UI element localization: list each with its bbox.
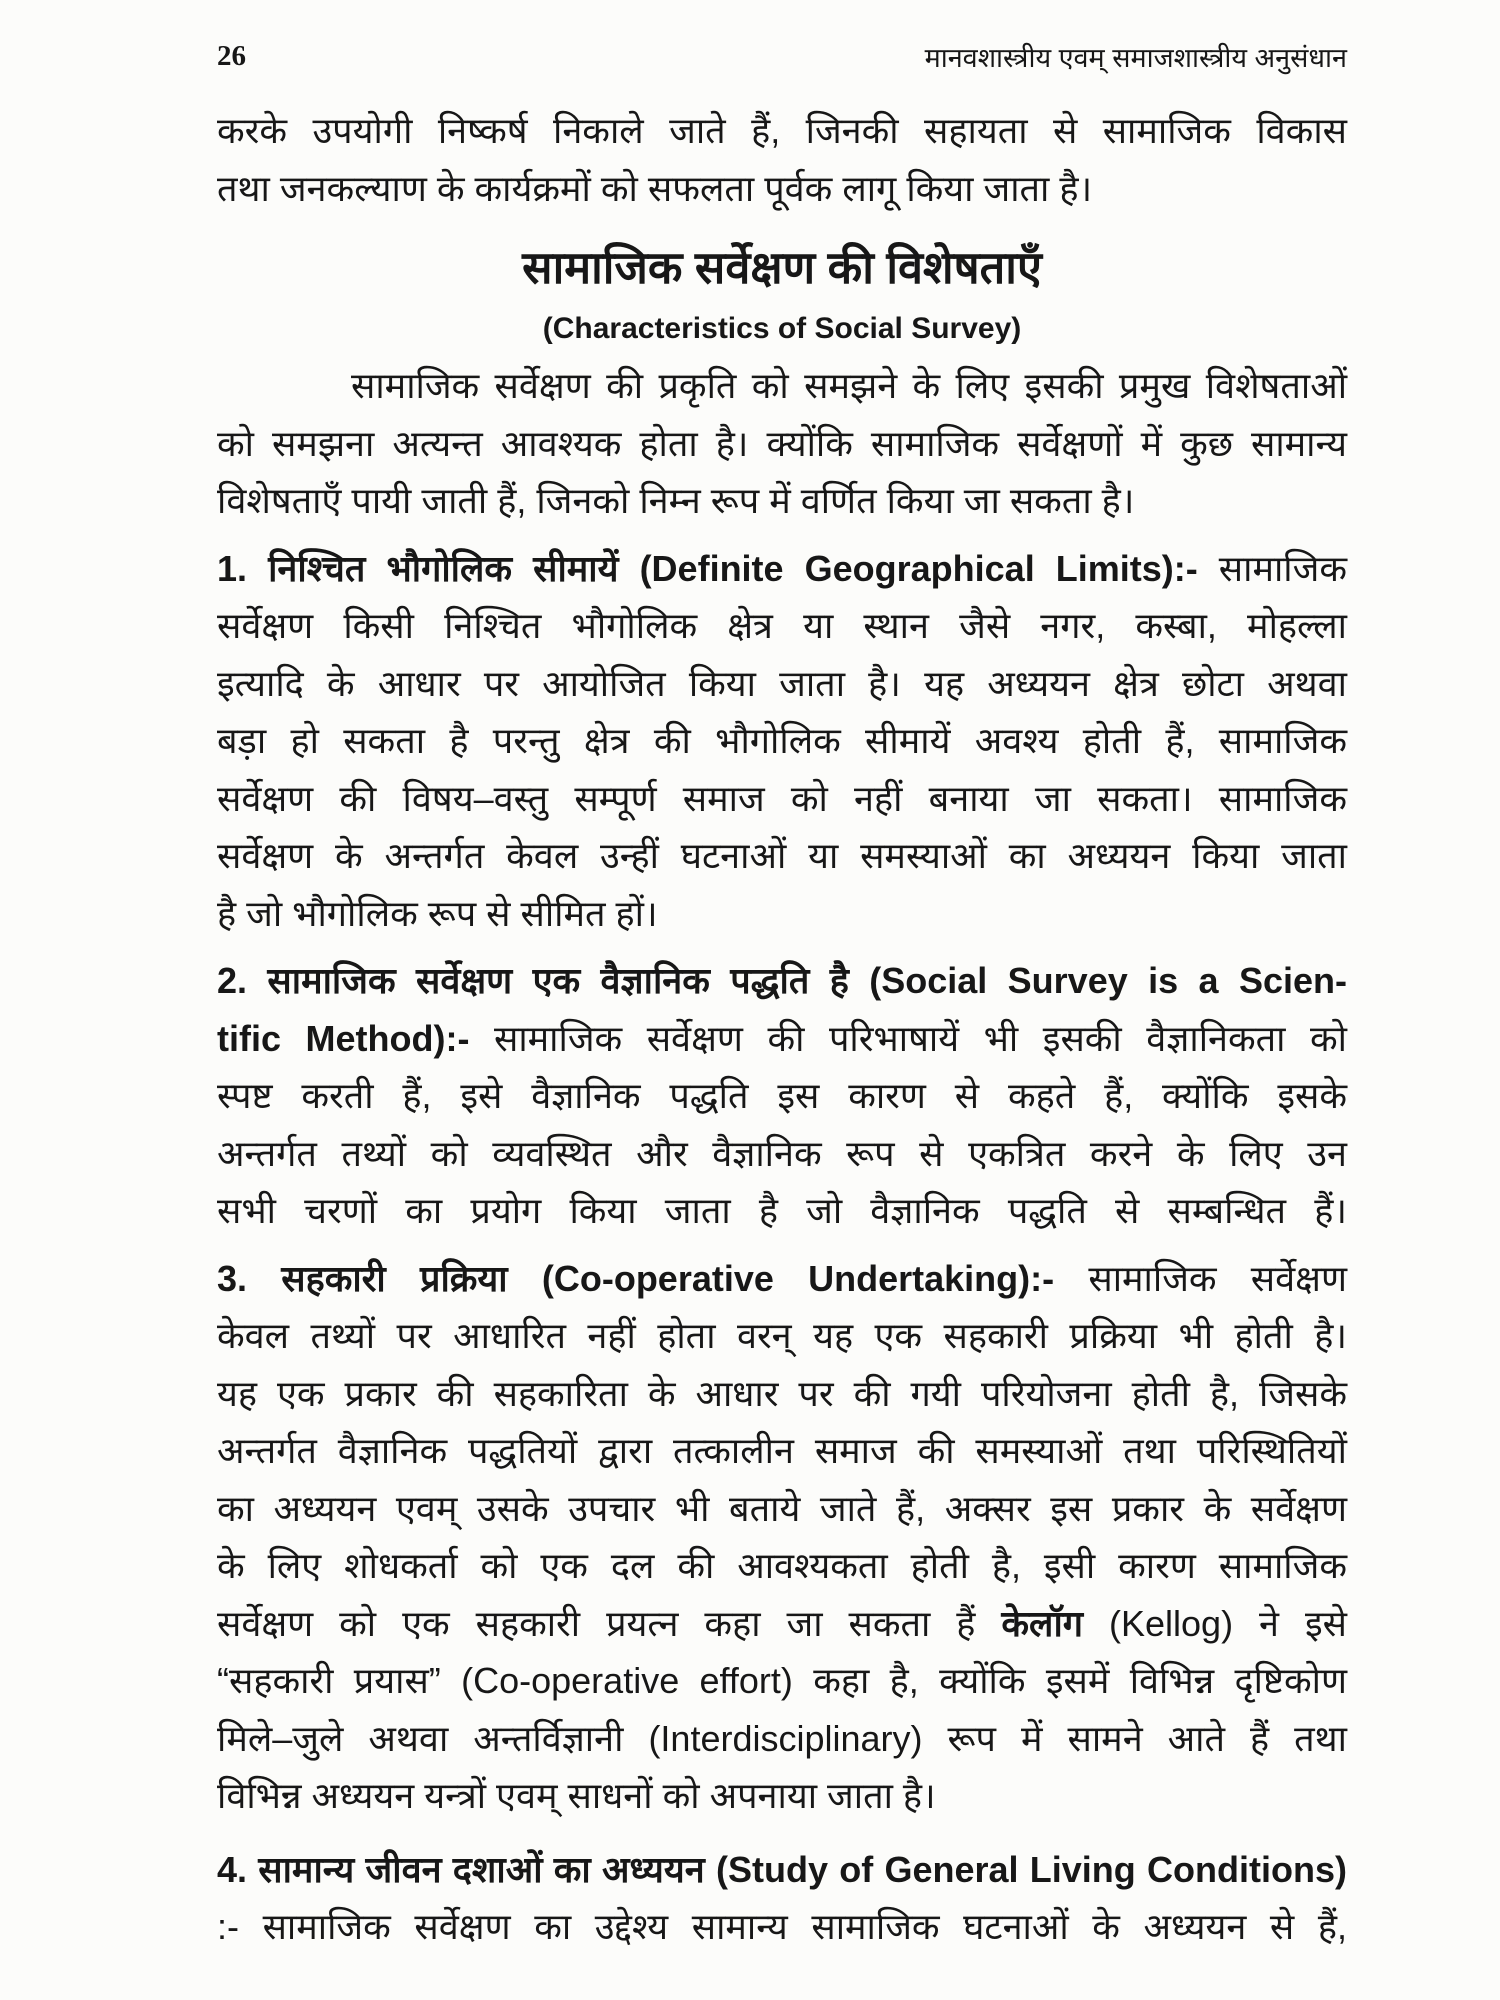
text-line (217, 357, 1347, 415)
line-content (217, 1373, 1347, 1414)
line-content (217, 1315, 1347, 1356)
section-subheading: (Characteristics of Social Survey) (542, 312, 1022, 345)
line-content (217, 1603, 1347, 1644)
item-heading: 1. निश्चित भौगोलिक सीमायें (Definite Geographical Limits):- (217, 547, 1198, 589)
section-heading: सामाजिक सर्वेक्षण की विशेषताएँ (522, 242, 1042, 293)
line-content (217, 1018, 1347, 1059)
line-text: करके उपयोगी निष्कर्ष निकाले जाते हैं, जिनकी सहायता से सामाजिक विकास (217, 110, 1347, 151)
item-heading: 3. सहकारी प्रक्रिया (Co-operative Undertaking):- (217, 1257, 1055, 1299)
line-content (217, 663, 1347, 704)
text-line (217, 160, 1347, 218)
line-text: (Kellog) ने इसे (1083, 1602, 1347, 1644)
line-content (217, 1775, 936, 1816)
line-text: विभिन्न अध्ययन यन्त्रों एवम् साधनों को अपनाया जाता है। (217, 1775, 936, 1816)
line-content (217, 1660, 1347, 1701)
line-text: सामाजिक सर्वेक्षण (1054, 1257, 1347, 1299)
text-line (217, 827, 1347, 885)
text-line (217, 1595, 1347, 1653)
text-line (217, 1422, 1347, 1480)
item-heading: tific Method):- (217, 1017, 470, 1059)
text-line (217, 1841, 1347, 1899)
intro-paragraph (217, 102, 1347, 217)
line-content (351, 365, 1347, 406)
line-content (217, 1488, 1347, 1529)
section-intro-paragraph (217, 357, 1347, 530)
text-line (217, 1307, 1347, 1365)
line-content (217, 1133, 1347, 1174)
line-text: सर्वेक्षण के अन्तर्गत केवल उन्हीं घटनाओं या समस्याओं का अध्ययन किया जाता (217, 835, 1347, 876)
line-content (217, 1258, 1347, 1299)
line-text: विशेषताएँ पायी जाती हैं, जिनको निम्न रूप में वर्णित किया जा सकता है। (217, 480, 1135, 521)
line-text: अन्तर्गत वैज्ञानिक पद्धतियों द्वारा तत्कालीन समाज की समस्याओं तथा परिस्थितियों (217, 1430, 1347, 1471)
text-line (217, 597, 1347, 655)
line-text: अन्तर्गत तथ्यों को व्यवस्थित और वैज्ञानिक रूप से एकत्रित करने के लिए उन (217, 1132, 1347, 1174)
line-content (217, 1075, 1347, 1116)
characteristic-1-paragraph (217, 540, 1347, 943)
line-content (217, 1849, 1347, 1890)
item-heading: 4. सामान्य जीवन दशाओं का अध्ययन (Study of General Living Conditions) (217, 1848, 1347, 1890)
text-line (217, 1537, 1347, 1595)
line-content (217, 110, 1347, 151)
line-text: यह एक प्रकार की सहकारिता के आधार पर की गयी परियोजना होती है, जिसके (217, 1372, 1347, 1414)
line-text: सामाजिक सर्वेक्षण की प्रकृति को समझने के लिए इसकी प्रमुख विशेषताओं (351, 365, 1347, 406)
text-line (217, 1250, 1347, 1308)
line-text: सभी चरणों का प्रयोग किया जाता है जो वैज्ञानिक पद्धति से सम्बन्धित हैं। (217, 1190, 1347, 1231)
line-content (217, 423, 1347, 464)
text-line (217, 1067, 1347, 1125)
line-text: सर्वेक्षण की विषय–वस्तु सम्पूर्ण समाज को नहीं बनाया जा सकता। सामाजिक (217, 777, 1347, 819)
characteristic-3-paragraph (217, 1250, 1347, 1825)
line-text: को समझना अत्यन्त आवश्यक होता है। क्योंकि सामाजिक सर्वेक्षणों में कुछ सामान्य (217, 422, 1347, 464)
line-text: :- सामाजिक सर्वेक्षण का उद्देश्य सामान्य सामाजिक घटनाओं के अध्ययन से हैं, (217, 1906, 1347, 1947)
line-content (217, 1906, 1347, 1947)
line-content (217, 605, 1347, 646)
characteristic-4-paragraph (217, 1841, 1347, 1956)
text-line (217, 1652, 1347, 1710)
line-text: इत्यादि के आधार पर आयोजित किया जाता है। यह अध्ययन क्षेत्र छोटा अथवा (217, 662, 1347, 704)
line-text: सर्वेक्षण को एक सहकारी प्रयत्न कहा जा सकता हैं (217, 1602, 1002, 1644)
text-line (217, 655, 1347, 713)
line-text: मिले–जुले अथवा अन्तर्विज्ञानी (Interdisciplinary) रूप में सामने आते हैं तथा (217, 1717, 1347, 1759)
line-content (217, 835, 1347, 876)
text-line (217, 472, 1347, 530)
text-line (217, 1010, 1347, 1068)
text-line (217, 1710, 1347, 1768)
line-content (217, 720, 1347, 761)
line-text: सामाजिक सर्वेक्षण की परिभाषायें भी इसकी वैज्ञानिकता को (469, 1017, 1347, 1059)
line-content (217, 548, 1347, 589)
text-line (217, 952, 1347, 1010)
line-text: स्पष्ट करती हैं, इसे वैज्ञानिक पद्धति इस कारण से कहते हैं, क्योंकि इसके (217, 1075, 1347, 1116)
characteristic-2-paragraph (217, 952, 1347, 1240)
line-text: सर्वेक्षण किसी निश्चित भौगोलिक क्षेत्र या स्थान जैसे नगर, कस्बा, मोहल्ला (217, 605, 1347, 646)
text-line (217, 1125, 1347, 1183)
line-content (217, 168, 1092, 209)
line-text: बड़ा हो सकता है परन्तु क्षेत्र की भौगोलिक सीमायें अवश्य होती हैं, सामाजिक (217, 720, 1347, 761)
author-name: केलॉग (1001, 1602, 1084, 1644)
line-content (217, 1718, 1347, 1759)
text-line (217, 1767, 1347, 1825)
text-line (217, 1480, 1347, 1538)
page-body (217, 102, 1347, 1956)
line-text: सामाजिक (1197, 547, 1347, 589)
page-header (217, 30, 1347, 82)
text-line (217, 885, 1347, 943)
running-title: मानवशास्त्रीय एवम् समाजशास्त्रीय अनुसंधान (924, 42, 1347, 73)
page-number: 26 (217, 39, 246, 72)
text-line (217, 712, 1347, 770)
line-text: केवल तथ्यों पर आधारित नहीं होता वरन् यह एक सहकारी प्रक्रिया भी होती है। (217, 1315, 1347, 1356)
text-line (217, 1182, 1347, 1240)
line-content (217, 1190, 1347, 1231)
text-line (217, 770, 1347, 828)
text-line (217, 102, 1347, 160)
line-content (217, 1430, 1347, 1471)
text-line (217, 415, 1347, 473)
line-text: है जो भौगोलिक रूप से सीमित हों। (217, 892, 658, 934)
line-content (217, 893, 658, 934)
line-content (217, 480, 1134, 521)
item-heading: 2. सामाजिक सर्वेक्षण एक वैज्ञानिक पद्धति है (Social Survey is a Scien- (217, 960, 1347, 1001)
line-text: के लिए शोधकर्ता को एक दल की आवश्यकता होती है, इसी कारण सामाजिक (217, 1545, 1347, 1586)
line-content (217, 1545, 1347, 1586)
text-line (217, 540, 1347, 598)
line-content (217, 960, 1347, 1001)
line-content (217, 778, 1347, 819)
line-text: का अध्ययन एवम् उसके उपचार भी बताये जाते हैं, अक्सर इस प्रकार के सर्वेक्षण (217, 1487, 1347, 1529)
text-line (217, 1365, 1347, 1423)
line-text: तथा जनकल्याण के कार्यक्रमों को सफलता पूर्वक लागू किया जाता है। (217, 167, 1093, 209)
text-line (217, 1898, 1347, 1956)
line-text: “सहकारी प्रयास” (Co-operative effort) कहा है, क्योंकि इसमें विभिन्न दृष्टिकोण (217, 1660, 1347, 1701)
